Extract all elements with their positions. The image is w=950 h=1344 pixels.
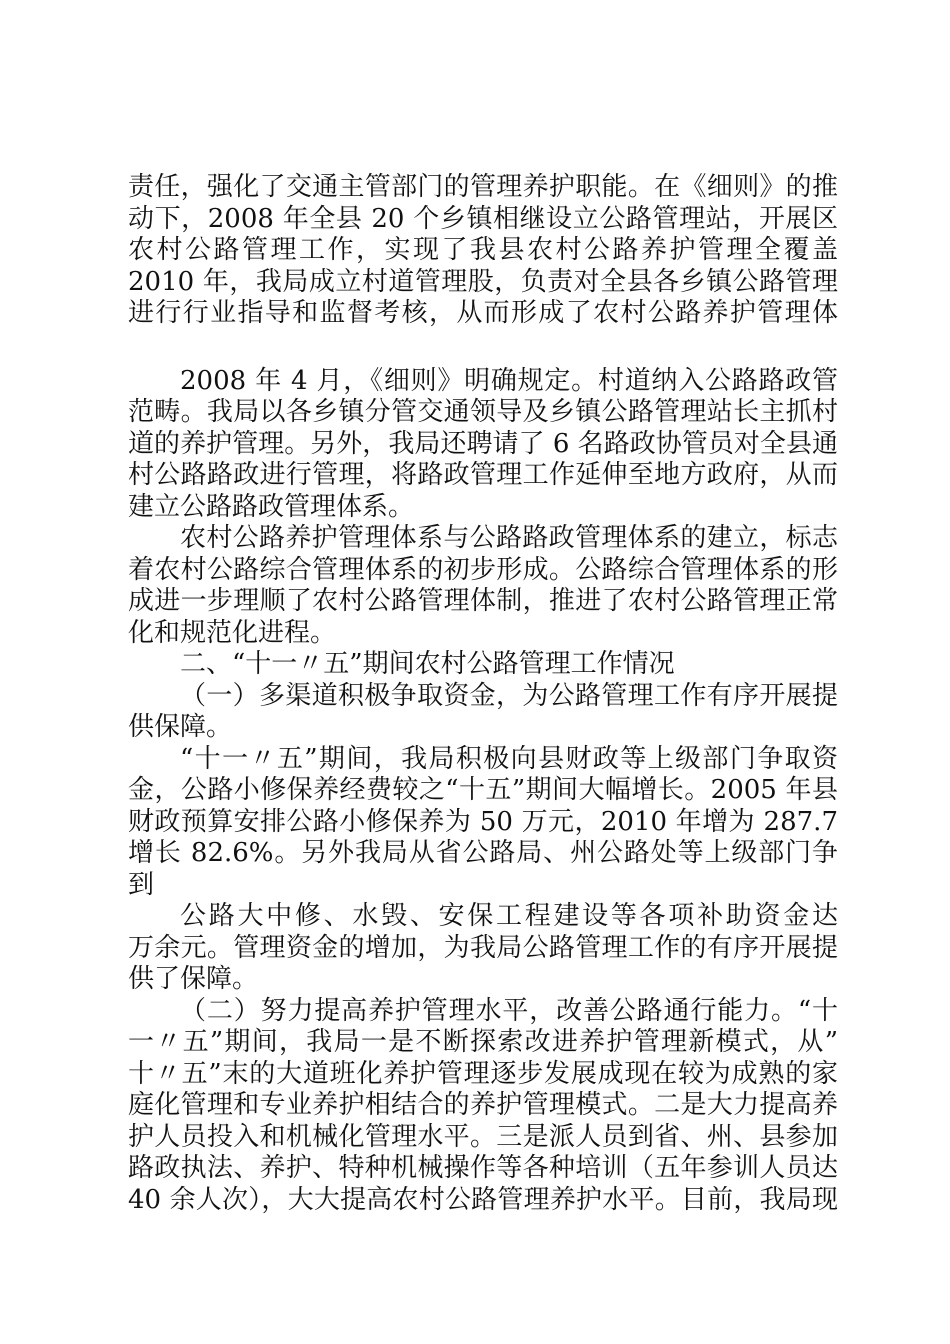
text-line: 进行行业指导和监督考核，从而形成了农村公路养护管理体 (128, 298, 838, 328)
text-line: “十一〃五”期间，我局积极向县财政等上级部门争取资 (180, 743, 838, 774)
text-line: 农村公路养护管理体系与公路路政管理体系的建立，标志 (180, 523, 838, 553)
subsection-heading: （二）努力提高养护管理水平，改善公路通行能力。“十 (180, 995, 838, 1026)
text-line: 增长 82.6%。另外我局从省公路局、州公路处等上级部门争 (128, 838, 838, 868)
text-line: 农村公路管理工作，实现了我县农村公路养护管理全覆盖 (128, 235, 838, 265)
text-line: 着农村公路综合管理体系的初步形成。公路综合管理体系的形 (128, 554, 838, 585)
text-line: 供保障。 (128, 712, 233, 742)
text-line: 供了保障。 (128, 964, 259, 994)
document-body (128, 172, 838, 1216)
text-line: 2008 年 4 月，《细则》明确规定。村道纳入公路路政管 (180, 365, 838, 396)
text-line: 万余元。管理资金的增加，为我局公路管理工作的有序开展提 (128, 932, 838, 963)
text-line: 护人员投入和机械化管理水平。三是派人员到省、州、县参加 (128, 1121, 838, 1152)
text-line: 公路大中修、水毁、安保工程建设等各项补助资金达 (180, 901, 838, 931)
text-line: 财政预算安排公路小修保养为 50 万元，2010 年增为 287.7 (128, 806, 838, 837)
text-line: 范畴。我局以各乡镇分管交通领导及乡镇公路管理站长主抓村 (128, 397, 838, 427)
text-line: 庭化管理和专业养护相结合的养护管理模式。二是大力提高养 (128, 1090, 838, 1120)
text-line: 2010 年，我局成立村道管理股，负责对全县各乡镇公路管理 (128, 266, 838, 297)
text-line: 40 余人次），大大提高农村公路管理养护水平。目前，我局现 (128, 1184, 838, 1215)
paragraph-gap (128, 330, 838, 366)
text-line: 化和规范化进程。 (128, 617, 337, 648)
text-line: 金，公路小修保养经费较之“十五”期间大幅增长。2005 年县 (128, 775, 838, 805)
text-line: 成进一步理顺了农村公路管理体制，推进了农村公路管理正常 (128, 586, 838, 616)
text-line: 动下，2008 年全县 20 个乡镇相继设立公路管理站，开展区 (128, 203, 838, 234)
text-line: 路政执法、养护、特种机械操作等各种培训（五年参训人员达 (128, 1153, 838, 1183)
text-line: 一〃五”期间，我局一是不断探索改进养护管理新模式，从” (128, 1027, 838, 1057)
text-line: 十〃五”末的大道班化养护管理逐步发展成现在较为成熟的家 (128, 1058, 838, 1089)
subsection-heading: （一）多渠道积极争取资金，为公路管理工作有序开展提 (180, 680, 838, 711)
text-line: 村公路路政进行管理，将路政管理工作延伸至地方政府，从而 (128, 460, 838, 490)
text-line: 道的养护管理。另外，我局还聘请了 6 名路政协管员对全县通 (128, 428, 838, 459)
text-line: 责任，强化了交通主管部门的管理养护职能。在《细则》的推 (128, 172, 838, 202)
text-line: 到 (128, 869, 155, 900)
section-heading: 二、“十一〃五”期间农村公路管理工作情况 (180, 649, 675, 679)
text-line: 建立公路路政管理体系。 (128, 491, 415, 522)
